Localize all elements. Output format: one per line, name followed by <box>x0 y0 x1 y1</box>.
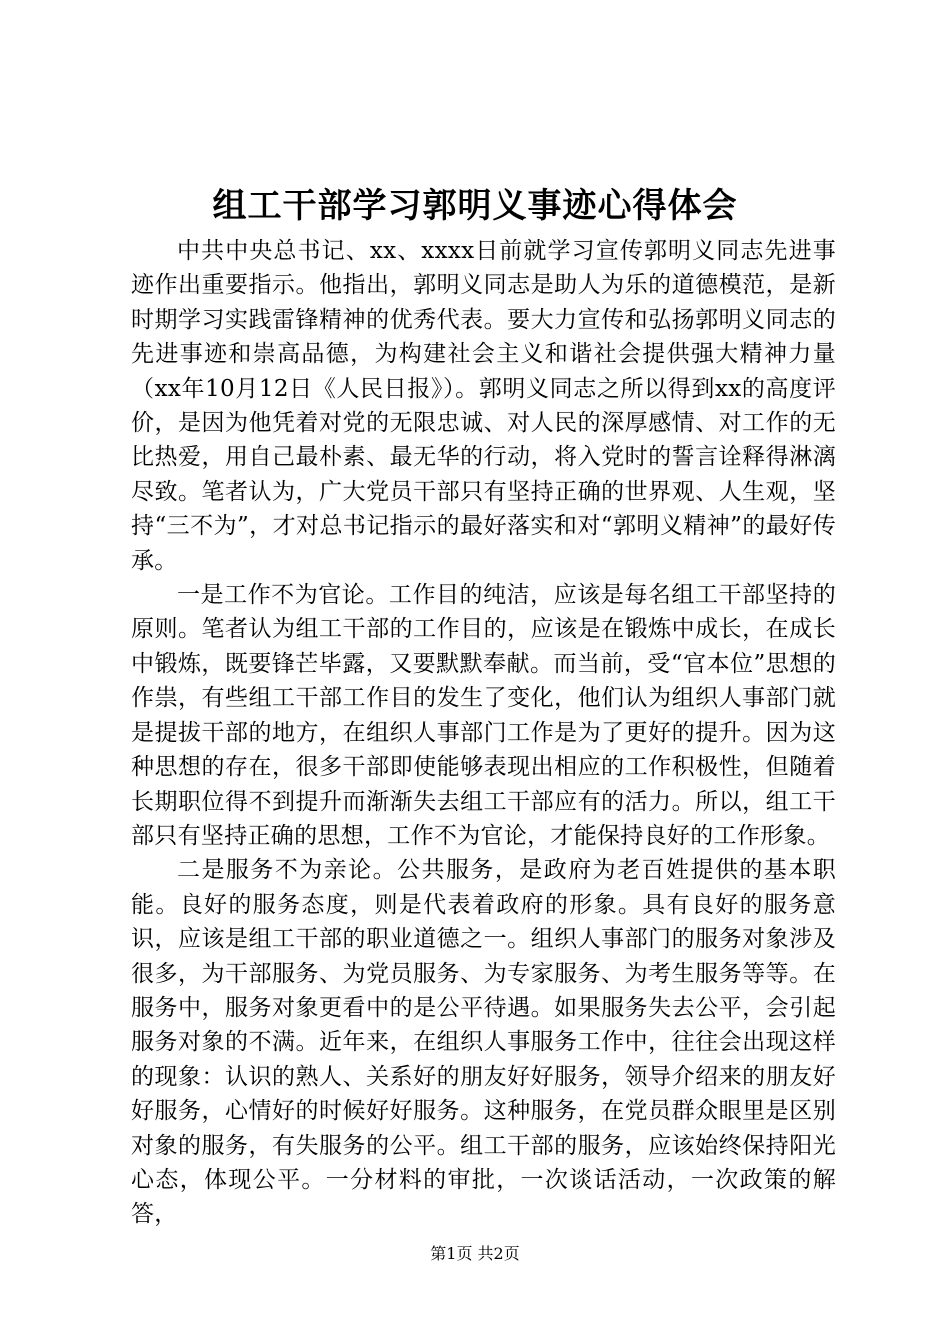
document-title: 组工干部学习郭明义事迹心得体会 <box>212 186 738 226</box>
paragraph-point-two: 二是服务不为亲论。公共服务，是政府为老百姓提供的基本职能。良好的服务态度，则是代表着政府的形象。具有良好的服务意识，应该是组工干部的职业道德之一。组织人事部门的服务对象涉及很多，为干部服务、为党员服务、为专家服务、为考生服务等等。在服务中，服务对象更看中的是公平待遇。如果服务失去公平，会引起服务对象的不满。近年来，在组织人事服务工作中，往往会出现这样的现象：认识的熟人、关系好的朋友好好服务，领导介绍来的朋友好好服务，心情好的时候好好服务。这种服务，在党员群众眼里是区别对象的服务，有失服务的公平。组工干部的服务，应该始终保持阳光心态，体现公平。一分材料的审批，一次谈话活动，一次政策的解答， <box>131 857 836 1228</box>
page-footer: 第1页 共2页 <box>430 1244 520 1263</box>
paragraph-point-one: 一是工作不为官论。工作目的纯洁，应该是每名组工干部坚持的原则。笔者认为组工干部的工作目的，应该是在锻炼中成长，在成长中锻炼，既要锋芒毕露，又要默默奉献。而当前，受“官本位”思想的作祟，有些组工干部工作目的发生了变化，他们认为组织人事部门就是提拔干部的地方，在组织人事部门工作是为了更好的提升。因为这种思想的存在，很多干部即使能够表现出相应的工作积极性，但随着长期职位得不到提升而渐渐失去组工干部应有的活力。所以，组工干部只有坚持正确的思想，工作不为官论，才能保持良好的工作形象。 <box>131 582 836 849</box>
document-body <box>131 234 836 1232</box>
paragraph-intro: 中共中央总书记、xx、xxxx日前就学习宣传郭明义同志先进事迹作出重要指示。他指出，郭明义同志是助人为乐的道德模范，是新时期学习实践雷锋精神的优秀代表。要大力宣传和弘扬郭明义同志的先进事迹和崇高品德，为构建社会主义和谐社会提供强大精神力量（xx年10月12日《人民日报》）。郭明义同志之所以得到xx的高度评价，是因为他凭着对党的无限忠诚、对人民的深厚感情、对工作的无比热爱，用自己最朴素、最无华的行动，将入党时的誓言诠释得淋漓尽致。笔者认为，广大党员干部只有坚持正确的世界观、人生观，坚持“三不为”，才对总书记指示的最好落实和对“郭明义精神”的最好传承。 <box>131 238 836 574</box>
